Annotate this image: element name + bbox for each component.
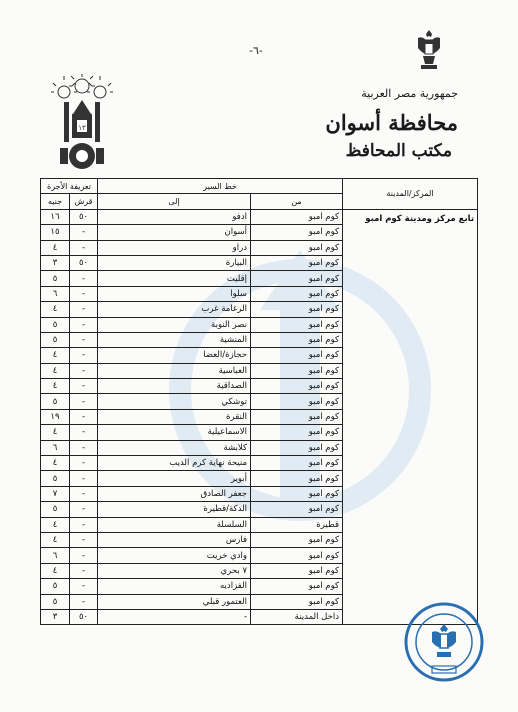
fare-piaster-cell: -: [70, 579, 98, 594]
origin-cell: كوم امبو: [251, 286, 343, 301]
destination-cell: أسوان: [98, 225, 251, 240]
fare-pound-cell: ١٦: [41, 209, 70, 224]
origin-cell: كوم امبو: [251, 409, 343, 424]
fare-piaster-cell: -: [70, 332, 98, 347]
destination-cell: الصداقية: [98, 379, 251, 394]
destination-cell: -: [98, 609, 251, 624]
origin-cell: كوم امبو: [251, 579, 343, 594]
fare-piaster-cell: -: [70, 440, 98, 455]
center-city-header: المركز/المدينة: [343, 179, 478, 210]
piaster-header: قرش: [70, 194, 98, 209]
destination-cell: ٧ بحري: [98, 563, 251, 578]
fare-piaster-cell: -: [70, 394, 98, 409]
fare-table-body: [41, 209, 478, 625]
origin-cell: كوم امبو: [251, 363, 343, 378]
center-name-cell: تابع مركز ومدينة كوم امبو: [343, 209, 478, 625]
destination-cell: العتمور قبلي: [98, 594, 251, 609]
origin-cell: كوم امبو: [251, 548, 343, 563]
origin-cell: كوم امبو: [251, 440, 343, 455]
origin-cell: كوم امبو: [251, 332, 343, 347]
fare-piaster-cell: -: [70, 271, 98, 286]
fare-pound-cell: ٥: [41, 271, 70, 286]
origin-cell: كوم امبو: [251, 271, 343, 286]
destination-cell: حجازة/العضا: [98, 348, 251, 363]
destination-cell: الدكة/قطيرة: [98, 502, 251, 517]
pound-header: جنيه: [41, 194, 70, 209]
origin-cell: كوم امبو: [251, 425, 343, 440]
fare-pound-cell: ٤: [41, 456, 70, 471]
origin-cell: كوم امبو: [251, 563, 343, 578]
governorate-name: محافظة أسوان: [325, 110, 458, 135]
fare-pound-cell: ٤: [41, 517, 70, 532]
origin-cell: كوم امبو: [251, 394, 343, 409]
fare-piaster-cell: -: [70, 225, 98, 240]
destination-cell: الرغامة غرب: [98, 302, 251, 317]
origin-cell: كوم امبو: [251, 532, 343, 547]
fare-piaster-cell: ٥٠: [70, 209, 98, 224]
fare-pound-cell: ٥: [41, 317, 70, 332]
fare-pound-cell: ٤: [41, 302, 70, 317]
fare-piaster-cell: -: [70, 409, 98, 424]
destination-cell: منيحة نهاية كرم الديب: [98, 456, 251, 471]
origin-cell: كوم امبو: [251, 486, 343, 501]
fare-piaster-cell: -: [70, 456, 98, 471]
aswan-governorate-logo: [50, 74, 114, 174]
destination-cell: المنشية: [98, 332, 251, 347]
fare-piaster-cell: -: [70, 517, 98, 532]
office-name: مكتب المحافظ: [345, 141, 452, 161]
fare-piaster-cell: ٥٠: [70, 609, 98, 624]
fare-pound-cell: ٣: [41, 609, 70, 624]
fare-piaster-cell: -: [70, 594, 98, 609]
page-number: -٦-: [249, 44, 263, 57]
country-name: جمهورية مصر العربية: [361, 87, 458, 100]
destination-cell: ادفو: [98, 209, 251, 224]
destination-cell: دراو: [98, 240, 251, 255]
destination-cell: السلسلة: [98, 517, 251, 532]
fare-pound-cell: ١٥: [41, 225, 70, 240]
fare-pound-cell: ٤: [41, 532, 70, 547]
svg-text:١٣: ١٣: [78, 124, 86, 132]
fare-piaster-cell: -: [70, 317, 98, 332]
fare-pound-cell: ٤: [41, 379, 70, 394]
origin-cell: كوم امبو: [251, 348, 343, 363]
destination-cell: توشكي: [98, 394, 251, 409]
fare-piaster-cell: -: [70, 471, 98, 486]
destination-cell: أبوير: [98, 471, 251, 486]
destination-cell: البيارة: [98, 255, 251, 270]
fare-row: [41, 209, 478, 224]
fare-pound-cell: ٦: [41, 548, 70, 563]
destination-cell: الفزاديه: [98, 579, 251, 594]
egypt-eagle-emblem: [414, 28, 444, 72]
fare-pound-cell: ٤: [41, 425, 70, 440]
destination-cell: العباسية: [98, 363, 251, 378]
origin-cell: قطيرة: [251, 517, 343, 532]
origin-cell: كوم امبو: [251, 594, 343, 609]
fare-piaster-cell: -: [70, 302, 98, 317]
origin-cell: كوم امبو: [251, 302, 343, 317]
fare-pound-cell: ٥: [41, 579, 70, 594]
fare-header: تعريفة الأجرة: [41, 179, 98, 194]
fare-pound-cell: ٤: [41, 563, 70, 578]
origin-cell: كوم امبو: [251, 240, 343, 255]
destination-cell: نصر النوبة: [98, 317, 251, 332]
destination-cell: وادي خريت: [98, 548, 251, 563]
destination-cell: النقرة: [98, 409, 251, 424]
destination-cell: إقليت: [98, 271, 251, 286]
to-header: إلى: [98, 194, 251, 209]
origin-cell: كوم امبو: [251, 317, 343, 332]
origin-cell: كوم امبو: [251, 255, 343, 270]
fare-pound-cell: ٤: [41, 348, 70, 363]
fare-pound-cell: ٦: [41, 440, 70, 455]
origin-cell: كوم امبو: [251, 225, 343, 240]
destination-cell: جعفر الصادق: [98, 486, 251, 501]
fare-piaster-cell: -: [70, 563, 98, 578]
fare-piaster-cell: -: [70, 486, 98, 501]
fare-pound-cell: ٤: [41, 240, 70, 255]
origin-cell: كوم امبو: [251, 456, 343, 471]
fare-piaster-cell: -: [70, 286, 98, 301]
fare-piaster-cell: -: [70, 240, 98, 255]
fare-pound-cell: ٥: [41, 502, 70, 517]
origin-cell: كوم امبو: [251, 379, 343, 394]
from-header: من: [251, 194, 343, 209]
fare-piaster-cell: -: [70, 379, 98, 394]
route-header: خط السير: [98, 179, 343, 194]
fare-pound-cell: ١٩: [41, 409, 70, 424]
fare-piaster-cell: -: [70, 363, 98, 378]
fare-table: [40, 178, 478, 625]
destination-cell: كلابشة: [98, 440, 251, 455]
fare-pound-cell: ٥: [41, 594, 70, 609]
destination-cell: الاسماعيلية: [98, 425, 251, 440]
fare-pound-cell: ٤: [41, 363, 70, 378]
fare-piaster-cell: -: [70, 532, 98, 547]
fare-piaster-cell: -: [70, 502, 98, 517]
fare-piaster-cell: -: [70, 548, 98, 563]
fare-pound-cell: ٥: [41, 332, 70, 347]
origin-cell: كوم امبو: [251, 209, 343, 224]
origin-cell: داخل المدينة: [251, 609, 343, 624]
destination-cell: سلوا: [98, 286, 251, 301]
fare-pound-cell: ٥: [41, 471, 70, 486]
fare-piaster-cell: ٥٠: [70, 255, 98, 270]
fare-piaster-cell: -: [70, 348, 98, 363]
fare-pound-cell: ٥: [41, 394, 70, 409]
fare-pound-cell: ٦: [41, 286, 70, 301]
fare-pound-cell: ٧: [41, 486, 70, 501]
origin-cell: كوم امبو: [251, 471, 343, 486]
origin-cell: كوم امبو: [251, 502, 343, 517]
governorate-stamp: [402, 600, 486, 684]
fare-pound-cell: ٣: [41, 255, 70, 270]
destination-cell: فارس: [98, 532, 251, 547]
fare-piaster-cell: -: [70, 425, 98, 440]
